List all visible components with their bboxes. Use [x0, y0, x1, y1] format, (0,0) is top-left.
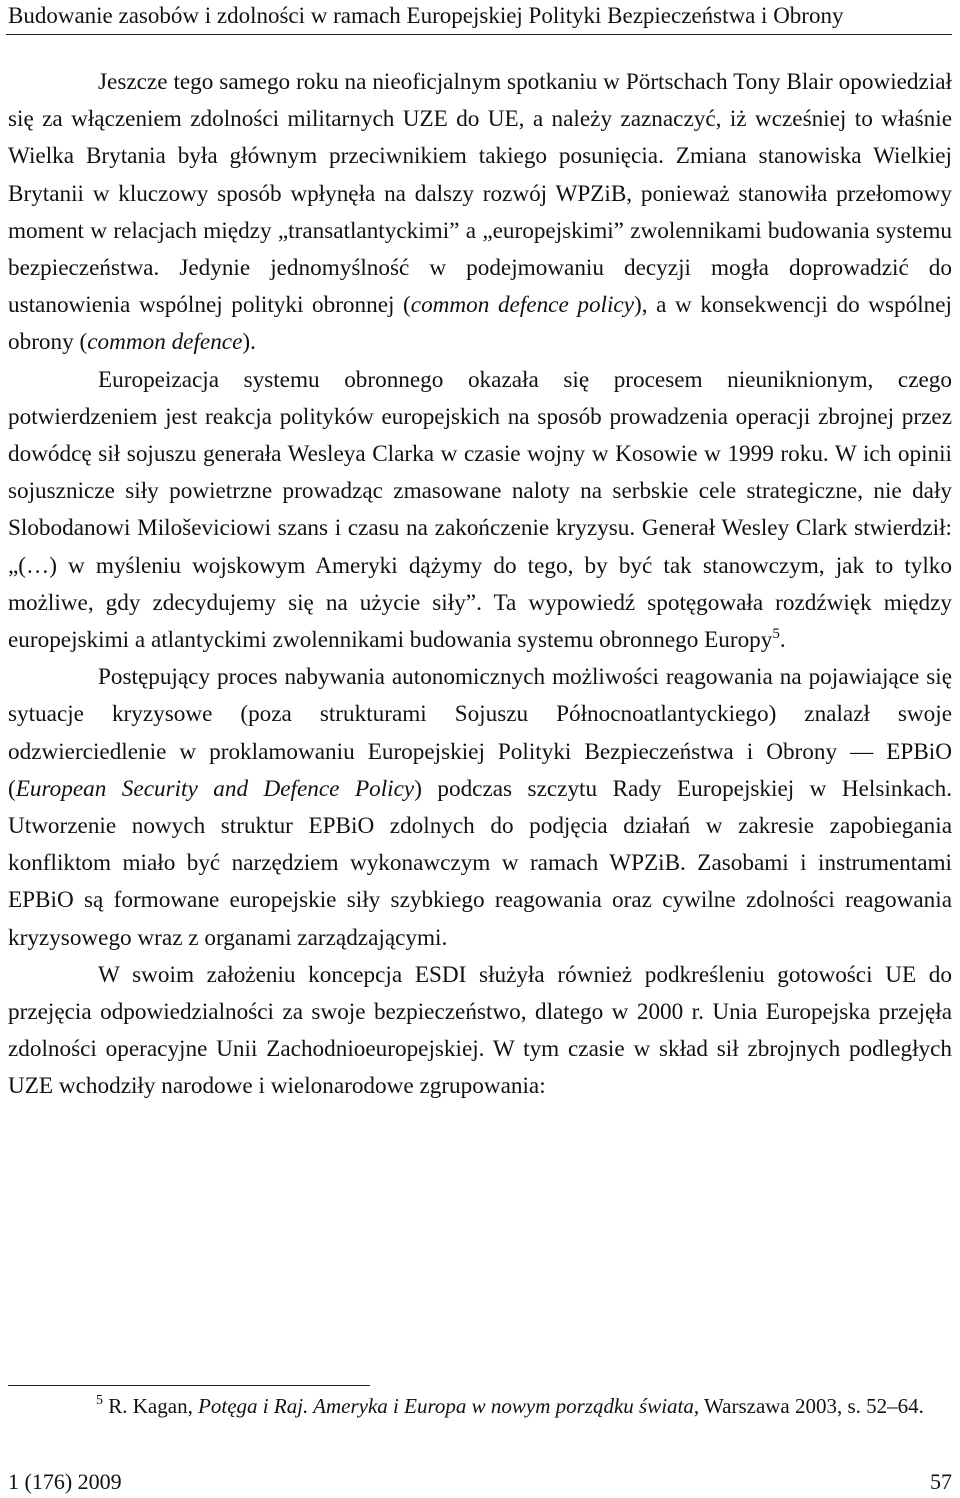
p3-italic-1: European Security and Defence Policy: [15, 775, 415, 802]
p1-text-c: ).: [242, 329, 256, 356]
footnote-book-title: Potęga i Raj. Ameryka i Europa w nowym porządku świata: [198, 1394, 694, 1418]
issue-label: 1 (176) 2009: [8, 1469, 122, 1494]
p4-text-a: W swoim założeniu koncepcja ESDI służyła również podkreśleniu gotowości UE do przejęcia odpowiedzialności za swoje bezpieczeństwo, dlatego w 2000 r. Unia Europejska przejęła zdolności operacyjne Unii Zachodnioeuropejskiej. W tym czasie w skład sił zbrojnych podległych UZE wchodziły narodowe i wielonarodowe zgrupowania:: [8, 961, 952, 1100]
paragraph-1: [8, 64, 952, 362]
footnote-line: [8, 1392, 952, 1421]
p3-text-b: ) podczas szczytu Rady Europejskiej w Helsinkach. Utworzenie nowych struktur EPBiO zdolnych do podjęcia działań w zakresie zapobiegania konfliktom miało być narzędziem wykonawczym w ramach WPZiB. Zasobami i instrumentami EPBiO są formowane europejskie siły szybkiego reagowania oraz cywilne zdolności reagowania kryzysowego wraz z organami zarządzającymi.: [8, 775, 953, 951]
p1-text-a: Jeszcze tego samego roku na nieoficjalnym spotkaniu w Pörtschach Tony Blair opowiedział się za włączeniem zdolności militarnych UZE do UE, a należy zaznaczyć, iż wcześniej to właśnie Wielka Brytania była głównym przeciwnikiem takiego posunięcia. Zmiana stanowiska Wielkiej Brytanii w kluczowy sposób wpłynęła na dalszy rozwój WPZiB, ponieważ stanowiła przełomowy moment w relacjach między „transatlantyckimi” a „europejskimi” zwolennikami budowania systemu bezpieczeństwa. Jedynie jednomyślność w podejmowaniu decyzji mogła doprowadzić do ustanowienia wspólnej polityki obronnej (: [8, 69, 952, 319]
paragraph-4: [8, 957, 952, 1106]
footnote-text-a: R. Kagan,: [103, 1394, 199, 1418]
running-title: Budowanie zasobów i zdolności w ramach Europejskiej Polityki Bezpieczeństwa i Obrony: [8, 3, 844, 28]
p1-italic-2: common defence: [87, 329, 243, 356]
page-number: 57: [930, 1469, 952, 1494]
footnote: [8, 1392, 952, 1421]
main-text: [8, 64, 952, 1106]
header-rule: [6, 34, 952, 35]
footnote-rule: [8, 1385, 370, 1386]
p2-text-b: .: [779, 627, 786, 654]
footnote-number: 5: [96, 1393, 103, 1408]
paragraph-2: [8, 362, 952, 660]
p1-text-b: ), a w konsekwencji do wspólnej obrony (: [8, 292, 953, 356]
p2-text-a: Europeizacja systemu obronnego okazała się procesem nieuniknionym, czego potwierdzeniem jest reakcja polityków europejskich na sposób prowadzenia operacji zbrojnej przez dowódcę sił sojuszu generała Wesleya Clarka w czasie wojny w Kosowie w 1999 roku. W ich opinii sojusznicze siły powietrzne prowadząc zmasowane naloty na serbskie cele strategiczne, nie dały Slobodanowi Miloševiciowi szans i czasu na zakończenie kryzysu. Generał Wesley Clark stwierdził: „(…) w myśleniu wojskowym Ameryki dążymy do tego, by być tak stanowczym, jak to tylko możliwe, gdy zdecydujemy się na użycie siły”. Ta wypowiedź spotęgowała rozdźwięk między europejskimi a atlantyckimi zwolennikami budowania systemu obronnego Europy: [8, 366, 952, 654]
p3-text-a: Postępujący proces nabywania autonomicznych możliwości reagowania na pojawiające się sytuacje kryzysowe (poza strukturami Sojuszu Północnoatlantyckiego) znalazł swoje odzwierciedlenie w proklamowaniu Europejskiej Polityki Bezpieczeństwa i Obrony — EPBiO (: [8, 664, 952, 802]
footnote-reference: 5: [772, 626, 780, 643]
p1-italic-1: common defence policy: [410, 292, 635, 319]
footnote-text-b: , Warszawa 2003, s. 52–64.: [693, 1394, 924, 1418]
paragraph-3: [8, 659, 952, 957]
